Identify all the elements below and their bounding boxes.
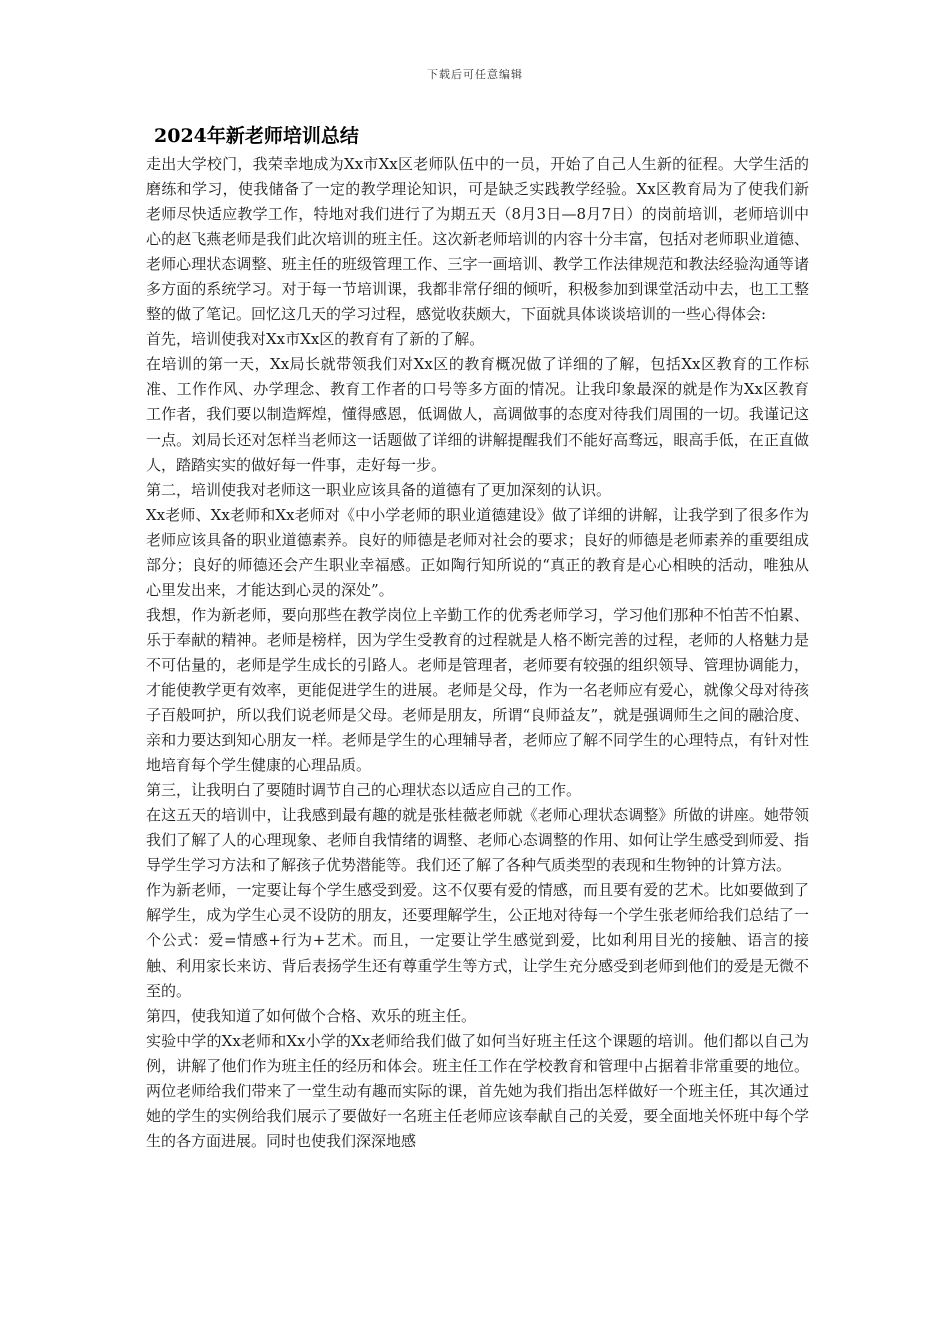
paragraph: 实验中学的Xx老师和Xx小学的Xx老师给我们做了如何当好班主任这个课题的培训。他们都以自己为例，讲解了他们作为班主任的经历和体会。班主任工作在学校教育和管理中占据着非常重要的地位。两位老师给我们带来了一堂生动有趣而实际的课，首先她为我们指出怎样做好一个班主任，其次通过她的学生的实例给我们展示了要做好一名班主任老师应该奉献自己的关爱，要全面地关怀班中每个学生的各方面进展。同时也使我们深深地感 [146, 1031, 809, 1150]
paragraph: 在培训的第一天，Xx局长就带领我们对Xx区的教育概况做了详细的了解，包括Xx区教育的工作标准、工作作风、办学理念、教育工作者的口号等多方面的情况。让我印象最深的就是作为Xx区教育工作者，我们要以制造辉煌，懂得感恩，低调做人，高调做事的态度对待我们周围的一切。我谨记这一点。刘局长还对怎样当老师这一话题做了详细的讲解提醒我们不能好高骛远，眼高手低，在正直做人，踏踏实实的做好每一件事，走好每一步。 [146, 355, 809, 474]
document-title: 2024年新老师培训总结 [154, 125, 359, 147]
paragraph: 在这五天的培训中，让我感到最有趣的就是张桂薇老师就《老师心理状态调整》所做的讲座。她带领我们了解了人的心理现象、老师自我情绪的调整、老师心态调整的作用、如何让学生感受到师爱、指导学生学习方法和了解孩子优势潜能等。我们还了解了各种气质类型的表现和生物钟的计算方法。 [146, 806, 809, 875]
section-heading-fourth: 第四，使我知道了如何做个合格、欢乐的班主任。 [146, 1006, 477, 1025]
section-heading-first: 首先，培训使我对Xx市Xx区的教育有了新的了解。 [146, 330, 485, 349]
paragraph: 作为新老师，一定要让每个学生感受到爱。这不仅要有爱的情感，而且要有爱的艺术。比如要做到了解学生，成为学生心灵不设防的朋友，还要理解学生，公正地对待每一个学生张老师给我们总结了一个公式：爱=情感+行为+艺术。而且，一定要让学生感觉到爱，比如利用目光的接触、语言的接触、利用家长来访、背后表扬学生还有尊重学生等方式，让学生充分感受到老师到他们的爱是无微不至的。 [146, 881, 809, 1000]
document-body [146, 152, 809, 1154]
section-heading-second: 第二，培训使我对老师这一职业应该具备的道德有了更加深刻的认识。 [146, 480, 612, 499]
paragraph: 走出大学校门，我荣幸地成为Xx市Xx区老师队伍中的一员，开始了自己人生新的征程。大学生活的磨练和学习，使我储备了一定的教学理论知识，可是缺乏实践教学经验。Xx区教育局为了使我们新老师尽快适应教学工作，特地对我们进行了为期五天（8月3日—8月7日）的岗前培训，老师培训中心的赵飞燕老师是我们此次培训的班主任。这次新老师培训的内容十分丰富，包括对老师职业道德、老师心理状态调整、班主任的班级管理工作、三字一画培训、教学工作法律规范和教法经验沟通等诸多方面的系统学习。对于每一节培训课，我都非常仔细的倾听，积极参加到课堂活动中去，也工工整整的做了笔记。回忆这几天的学习过程，感觉收获颇大，下面就具体谈谈培训的一些心得体会: [146, 155, 809, 324]
paragraph: Xx老师、Xx老师和Xx老师对《中小学老师的职业道德建设》做了详细的讲解，让我学到了很多作为老师应该具备的职业道德素养。良好的师德是老师对社会的要求；良好的师德是老师素养的重要组成部分；良好的师德还会产生职业幸福感。正如陶行知所说的“真正的教育是心心相映的活动，唯独从心里发出来，才能达到心灵的深处”。 [146, 505, 809, 599]
paragraph: 我想，作为新老师，要向那些在教学岗位上辛勤工作的优秀老师学习，学习他们那种不怕苦不怕累、乐于奉献的精神。老师是榜样，因为学生受教育的过程就是人格不断完善的过程，老师的人格魅力是不可估量的，老师是学生成长的引路人。老师是管理者，老师要有较强的组织领导、管理协调能力，才能使教学更有效率，更能促进学生的进展。老师是父母，作为一名老师应有爱心，就像父母对待孩子百般呵护，所以我们说老师是父母。老师是朋友，所谓“良师益友”，就是强调师生之间的融洽度、亲和力要达到知心朋友一样。老师是学生的心理辅导者，老师应了解不同学生的心理特点，有针对性地培育每个学生健康的心理品质。 [146, 605, 809, 775]
header-note: 下载后可任意编辑 [427, 68, 523, 81]
section-heading-third: 第三，让我明白了要随时调节自己的心理状态以适应自己的工作。 [146, 781, 582, 800]
